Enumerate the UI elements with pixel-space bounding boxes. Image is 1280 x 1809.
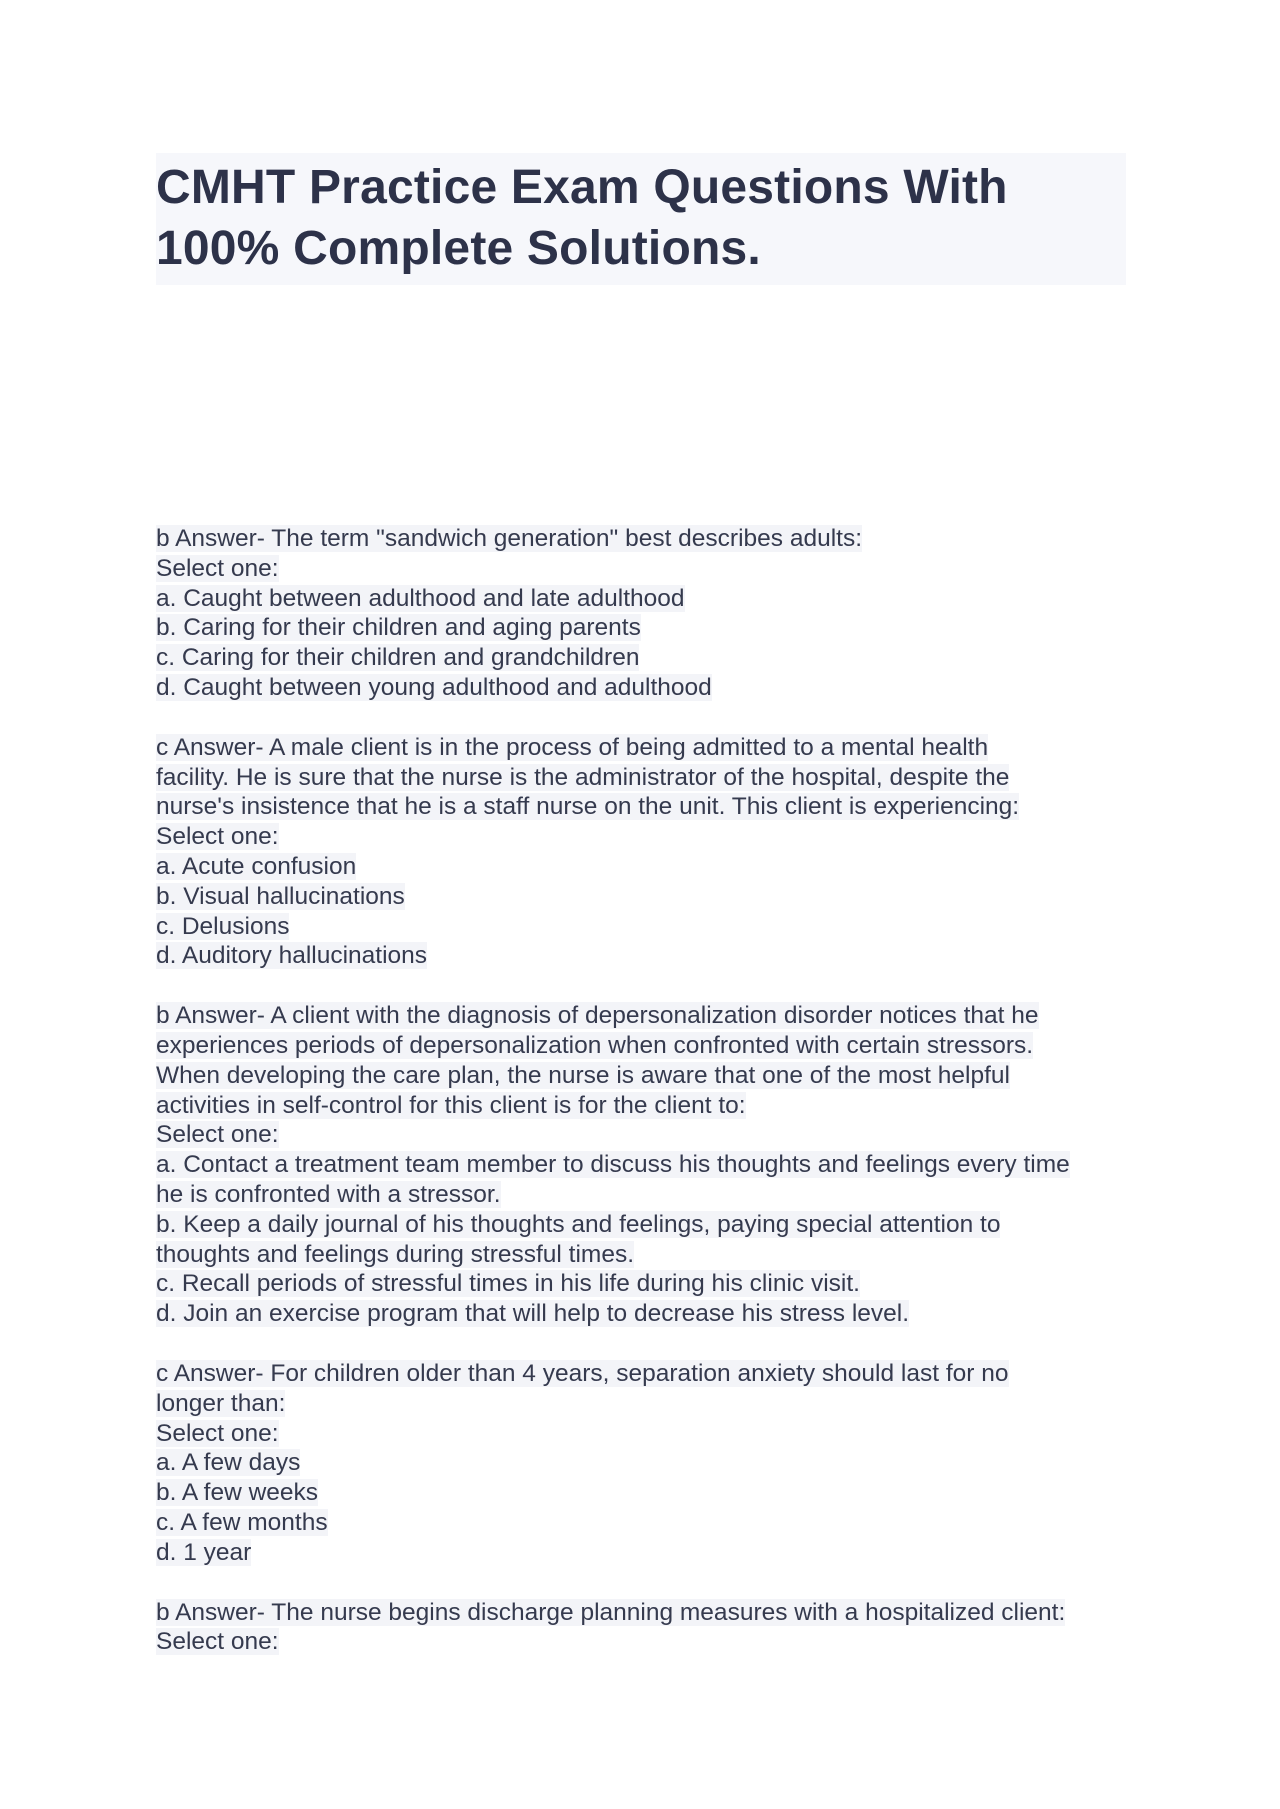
question-1-line-4: b. Caring for their children and aging parents	[156, 614, 641, 642]
question-2-line-3: nurse's insistence that he is a staff nurse on the unit. This client is experiencing:	[156, 793, 1020, 821]
question-list	[156, 524, 1126, 1657]
question-3-line-1: b Answer- A client with the diagnosis of depersonalization disorder notices that he	[156, 1002, 1039, 1030]
question-1-line-5: c. Caring for their children and grandchildren	[156, 644, 640, 672]
question-block-2	[156, 733, 1126, 971]
question-block-4	[156, 1359, 1126, 1568]
question-3-line-7: he is confronted with a stressor.	[156, 1180, 501, 1208]
question-3-line-4: activities in self-control for this client is for the client to:	[156, 1091, 746, 1119]
question-block-1	[156, 524, 1126, 703]
question-block-3	[156, 1001, 1126, 1329]
question-4-line-2: longer than:	[156, 1389, 286, 1417]
question-block-5	[156, 1598, 1126, 1658]
question-1-line-3: a. Caught between adulthood and late adulthood	[156, 584, 685, 612]
question-4-line-6: c. A few months	[156, 1508, 328, 1536]
question-3-line-11: d. Join an exercise program that will help to decrease his stress level.	[156, 1300, 910, 1328]
title-line-1: CMHT Practice Exam Questions With	[156, 161, 1008, 214]
question-2-line-8: d. Auditory hallucinations	[156, 942, 428, 970]
question-2-line-2: facility. He is sure that the nurse is the administrator of the hospital, despite the	[156, 763, 1010, 791]
question-2-line-1: c Answer- A male client is in the process of being admitted to a mental health	[156, 733, 989, 761]
question-3-line-9: thoughts and feelings during stressful times.	[156, 1240, 635, 1268]
question-2-line-5: a. Acute confusion	[156, 852, 357, 880]
question-5-line-2: Select one:	[156, 1628, 279, 1656]
question-4-line-4: a. A few days	[156, 1449, 301, 1477]
question-4-line-5: b. A few weeks	[156, 1479, 319, 1507]
question-1-line-2: Select one:	[156, 554, 279, 582]
question-3-line-3: When developing the care plan, the nurse is aware that one of the most helpful	[156, 1061, 1010, 1089]
question-5-line-1: b Answer- The nurse begins discharge planning measures with a hospitalized client:	[156, 1598, 1066, 1626]
question-1-line-6: d. Caught between young adulthood and adulthood	[156, 673, 712, 701]
question-3-line-2: experiences periods of depersonalization when confronted with certain stressors.	[156, 1031, 1034, 1059]
question-4-line-7: d. 1 year	[156, 1538, 252, 1566]
question-2-line-7: c. Delusions	[156, 912, 290, 940]
question-3-line-8: b. Keep a daily journal of his thoughts and feelings, paying special attention to	[156, 1210, 1001, 1238]
document-page	[156, 153, 1126, 1687]
question-4-line-3: Select one:	[156, 1419, 279, 1447]
document-title	[156, 153, 1126, 285]
title-line-2: 100% Complete Solutions.	[156, 222, 761, 275]
question-1-line-1: b Answer- The term "sandwich generation" best describes adults:	[156, 525, 863, 552]
question-4-line-1: c Answer- For children older than 4 years, separation anxiety should last for no	[156, 1359, 1009, 1387]
question-3-line-10: c. Recall periods of stressful times in his life during his clinic visit.	[156, 1270, 860, 1298]
question-2-line-6: b. Visual hallucinations	[156, 882, 405, 910]
question-2-line-4: Select one:	[156, 823, 279, 851]
question-3-line-6: a. Contact a treatment team member to discuss his thoughts and feelings every time	[156, 1151, 1070, 1179]
question-3-line-5: Select one:	[156, 1121, 279, 1149]
